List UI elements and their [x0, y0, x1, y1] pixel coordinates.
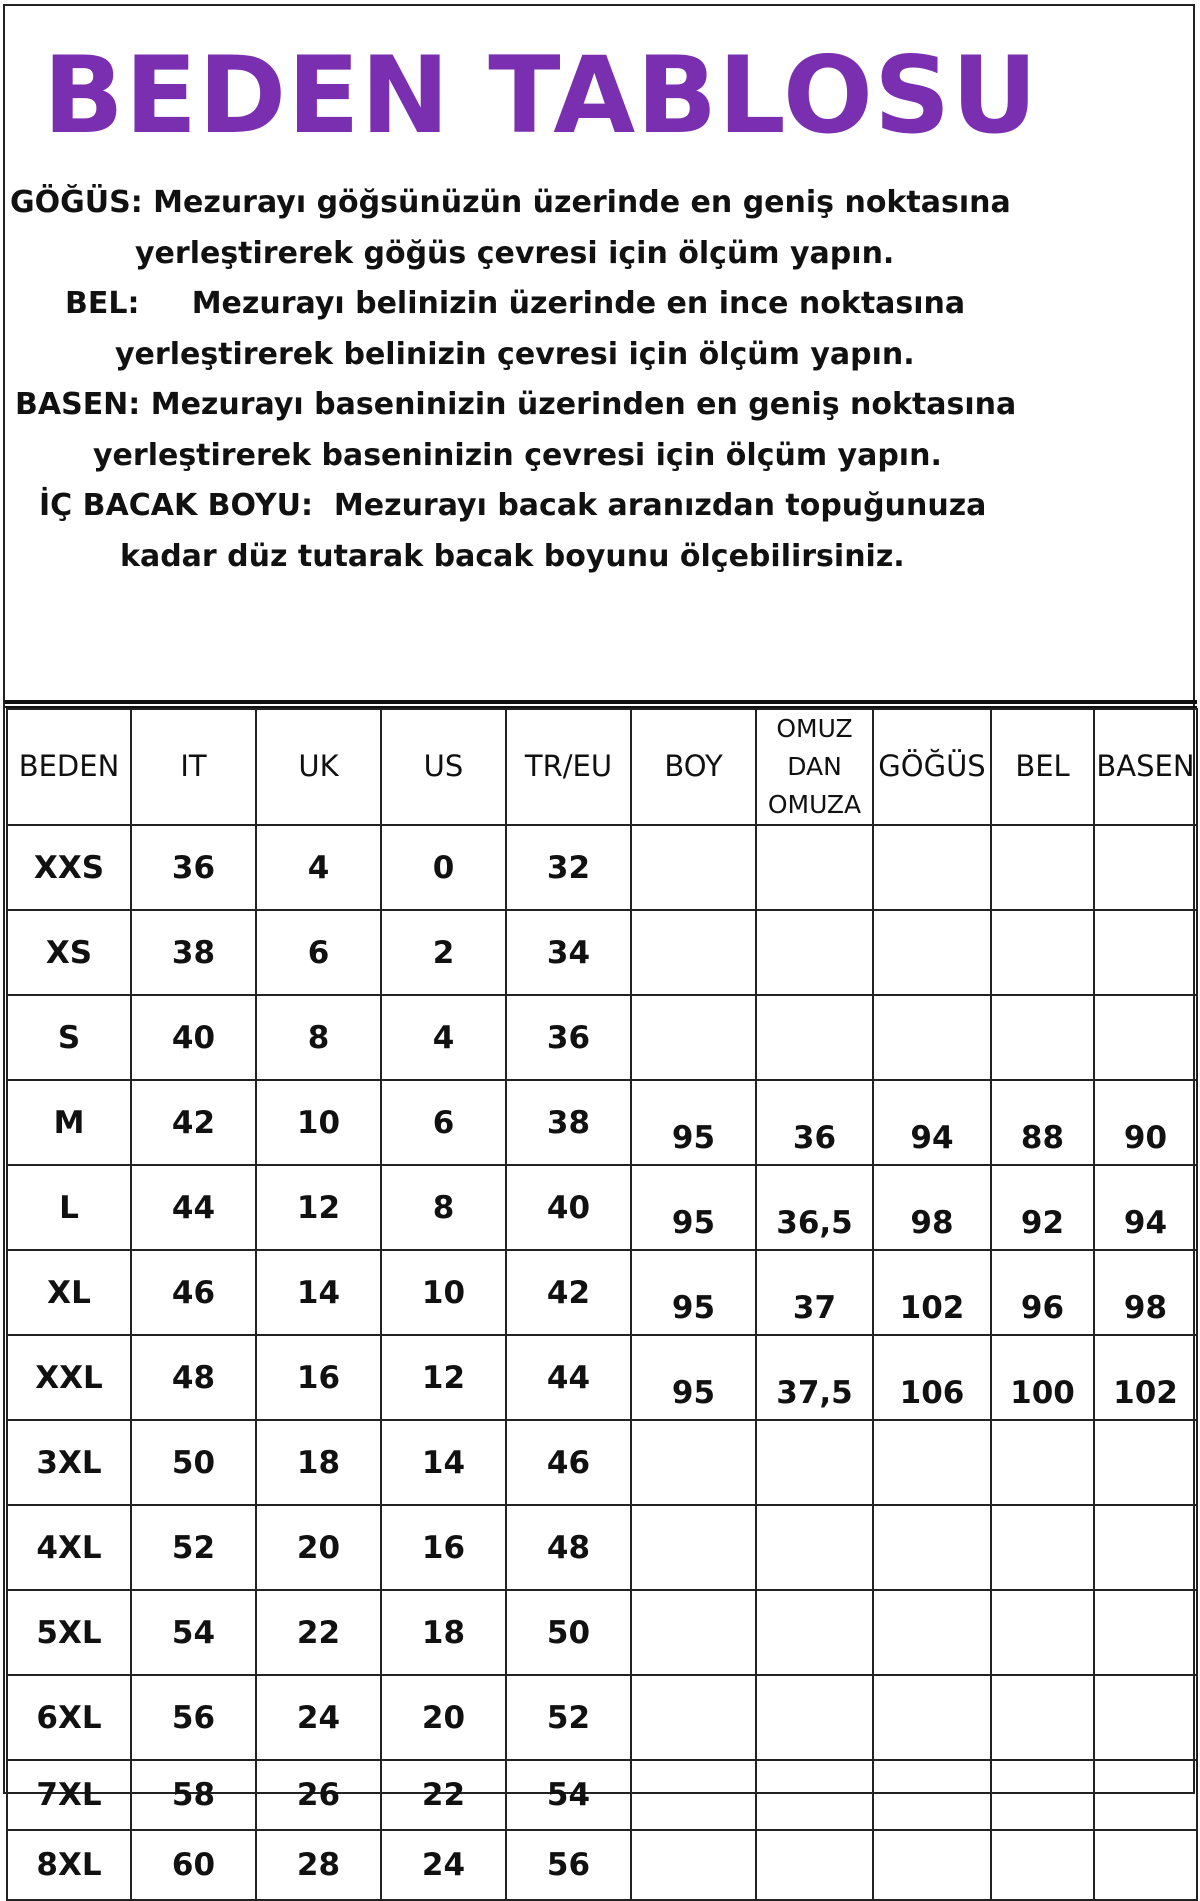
cell-tr-eu: 46 [506, 1420, 631, 1505]
cell-tr-eu: 40 [506, 1165, 631, 1250]
cell-tr-eu: 36 [506, 995, 631, 1080]
cell-omuz-dan-omuza: 37 [756, 1250, 873, 1335]
table-header-row [7, 709, 1197, 825]
cell-uk: 18 [256, 1420, 381, 1505]
cell-tr-eu: 52 [506, 1675, 631, 1760]
header-us: US [381, 709, 506, 825]
cell-tr-eu: 56 [506, 1830, 631, 1900]
cell-it: 50 [131, 1420, 256, 1505]
header-tr-eu: TR/EU [506, 709, 631, 825]
cell-gogus [873, 995, 991, 1080]
cell-basen [1094, 1830, 1197, 1900]
cell-us: 24 [381, 1830, 506, 1900]
cell-gogus [873, 1830, 991, 1900]
header-beden: BEDEN [7, 709, 131, 825]
instruction-line: kadar düz tutarak bacak boyunu ölçebilirsiniz. [120, 538, 905, 574]
cell-uk: 28 [256, 1830, 381, 1900]
cell-uk: 10 [256, 1080, 381, 1165]
cell-beden: M [7, 1080, 131, 1165]
cell-boy [631, 1420, 756, 1505]
cell-gogus: 106 [873, 1335, 991, 1420]
cell-beden: XL [7, 1250, 131, 1335]
cell-gogus [873, 1675, 991, 1760]
cell-tr-eu: 42 [506, 1250, 631, 1335]
table-row [7, 910, 1197, 995]
cell-boy [631, 1830, 756, 1900]
cell-beden: 8XL [7, 1830, 131, 1900]
cell-us: 14 [381, 1420, 506, 1505]
cell-us: 12 [381, 1335, 506, 1420]
table-row [7, 1675, 1197, 1760]
size-chart-sheet [3, 4, 1195, 1883]
cell-omuz-dan-omuza [756, 1420, 873, 1505]
cell-beden: XXL [7, 1335, 131, 1420]
table-row [7, 1080, 1197, 1165]
cell-us: 22 [381, 1760, 506, 1830]
cell-beden: 4XL [7, 1505, 131, 1590]
cell-boy: 95 [631, 1080, 756, 1165]
cell-basen: 94 [1094, 1165, 1197, 1250]
cell-it: 54 [131, 1590, 256, 1675]
cell-bel [991, 995, 1094, 1080]
cell-uk: 8 [256, 995, 381, 1080]
cell-tr-eu: 54 [506, 1760, 631, 1830]
cell-bel [991, 1675, 1094, 1760]
cell-us: 16 [381, 1505, 506, 1590]
cell-it: 58 [131, 1760, 256, 1830]
cell-omuz-dan-omuza: 36 [756, 1080, 873, 1165]
cell-basen [1094, 1505, 1197, 1590]
cell-bel: 92 [991, 1165, 1094, 1250]
cell-beden: XS [7, 910, 131, 995]
cell-beden: 6XL [7, 1675, 131, 1760]
header-basen: BASEN [1094, 709, 1197, 825]
cell-bel [991, 1505, 1094, 1590]
instruction-line: GÖĞÜS: Mezurayı göğsünüzün üzerinde en geniş noktasına [10, 185, 1011, 220]
cell-it: 48 [131, 1335, 256, 1420]
cell-boy [631, 910, 756, 995]
cell-bel [991, 1590, 1094, 1675]
cell-uk: 4 [256, 825, 381, 910]
cell-it: 44 [131, 1165, 256, 1250]
size-table [6, 708, 1198, 1901]
cell-basen [1094, 1590, 1197, 1675]
section-divider [5, 700, 1197, 704]
cell-uk: 24 [256, 1675, 381, 1760]
cell-boy [631, 1675, 756, 1760]
table-row [7, 1590, 1197, 1675]
cell-gogus [873, 1505, 991, 1590]
cell-basen [1094, 1420, 1197, 1505]
table-row [7, 1760, 1197, 1830]
table-body [7, 825, 1197, 1900]
header-omuz-line: OMUZA [767, 790, 862, 819]
cell-bel [991, 825, 1094, 910]
cell-beden: L [7, 1165, 131, 1250]
cell-gogus [873, 1760, 991, 1830]
cell-boy [631, 825, 756, 910]
cell-omuz-dan-omuza [756, 1590, 873, 1675]
cell-beden: S [7, 995, 131, 1080]
cell-basen [1094, 825, 1197, 910]
cell-us: 6 [381, 1080, 506, 1165]
cell-bel: 100 [991, 1335, 1094, 1420]
cell-it: 56 [131, 1675, 256, 1760]
cell-gogus: 102 [873, 1250, 991, 1335]
header-omuz-line: DAN [787, 752, 842, 781]
cell-tr-eu: 34 [506, 910, 631, 995]
cell-basen: 90 [1094, 1080, 1197, 1165]
cell-bel [991, 1760, 1094, 1830]
cell-gogus [873, 910, 991, 995]
cell-gogus: 98 [873, 1165, 991, 1250]
cell-uk: 12 [256, 1165, 381, 1250]
cell-boy: 95 [631, 1165, 756, 1250]
cell-beden: XXS [7, 825, 131, 910]
table-row [7, 995, 1197, 1080]
cell-bel: 88 [991, 1080, 1094, 1165]
cell-it: 42 [131, 1080, 256, 1165]
table-row [7, 1335, 1197, 1420]
header-omuz-dan-omuza [756, 709, 873, 825]
cell-us: 8 [381, 1165, 506, 1250]
header-bel: BEL [991, 709, 1094, 825]
cell-tr-eu: 50 [506, 1590, 631, 1675]
cell-us: 10 [381, 1250, 506, 1335]
cell-omuz-dan-omuza [756, 910, 873, 995]
instruction-line: yerleştirerek baseninizin çevresi için ölçüm yapın. [93, 437, 942, 473]
cell-bel [991, 1830, 1094, 1900]
cell-basen: 102 [1094, 1335, 1197, 1420]
cell-basen [1094, 1675, 1197, 1760]
cell-us: 2 [381, 910, 506, 995]
cell-uk: 22 [256, 1590, 381, 1675]
instruction-line: BASEN: Mezurayı baseninizin üzerinden en geniş noktasına [15, 387, 1017, 422]
cell-boy [631, 1760, 756, 1830]
cell-bel [991, 1420, 1094, 1505]
cell-us: 4 [381, 995, 506, 1080]
cell-boy [631, 1505, 756, 1590]
instruction-line: yerleştirerek göğüs çevresi için ölçüm yapın. [135, 235, 895, 271]
header-boy: BOY [631, 709, 756, 825]
cell-tr-eu: 38 [506, 1080, 631, 1165]
cell-gogus [873, 1420, 991, 1505]
cell-omuz-dan-omuza [756, 1830, 873, 1900]
cell-gogus [873, 825, 991, 910]
cell-tr-eu: 32 [506, 825, 631, 910]
cell-boy: 95 [631, 1250, 756, 1335]
table-row [7, 1420, 1197, 1505]
cell-omuz-dan-omuza: 36,5 [756, 1165, 873, 1250]
table-row [7, 1250, 1197, 1335]
cell-basen [1094, 995, 1197, 1080]
header-omuz-line: OMUZ [776, 714, 853, 743]
measurement-instructions [5, 178, 1017, 582]
cell-gogus: 94 [873, 1080, 991, 1165]
header-uk: UK [256, 709, 381, 825]
cell-uk: 26 [256, 1760, 381, 1830]
cell-uk: 14 [256, 1250, 381, 1335]
cell-basen: 98 [1094, 1250, 1197, 1335]
instruction-line: BEL: Mezurayı belinizin üzerinde en ince noktasına [65, 286, 966, 321]
cell-beden: 3XL [7, 1420, 131, 1505]
table-row [7, 1165, 1197, 1250]
cell-it: 46 [131, 1250, 256, 1335]
cell-us: 18 [381, 1590, 506, 1675]
cell-it: 38 [131, 910, 256, 995]
cell-it: 60 [131, 1830, 256, 1900]
cell-uk: 6 [256, 910, 381, 995]
table-row [7, 1830, 1197, 1900]
cell-bel [991, 910, 1094, 995]
cell-omuz-dan-omuza [756, 825, 873, 910]
cell-it: 40 [131, 995, 256, 1080]
cell-omuz-dan-omuza [756, 1505, 873, 1590]
cell-us: 0 [381, 825, 506, 910]
cell-it: 52 [131, 1505, 256, 1590]
cell-omuz-dan-omuza [756, 1760, 873, 1830]
cell-tr-eu: 44 [506, 1335, 631, 1420]
cell-beden: 7XL [7, 1760, 131, 1830]
cell-it: 36 [131, 825, 256, 910]
cell-basen [1094, 910, 1197, 995]
instruction-line: yerleştirerek belinizin çevresi için ölçüm yapın. [115, 336, 915, 372]
cell-gogus [873, 1590, 991, 1675]
cell-omuz-dan-omuza: 37,5 [756, 1335, 873, 1420]
cell-us: 20 [381, 1675, 506, 1760]
cell-basen [1094, 1760, 1197, 1830]
instruction-line: İÇ BACAK BOYU: Mezurayı bacak aranızdan topuğunuza [39, 488, 987, 523]
cell-omuz-dan-omuza [756, 995, 873, 1080]
cell-boy: 95 [631, 1335, 756, 1420]
header-gogus: GÖĞÜS [873, 709, 991, 825]
cell-tr-eu: 48 [506, 1505, 631, 1590]
page-title: BEDEN TABLOSU [43, 34, 1039, 157]
header-it: IT [131, 709, 256, 825]
cell-boy [631, 995, 756, 1080]
cell-beden: 5XL [7, 1590, 131, 1675]
cell-bel: 96 [991, 1250, 1094, 1335]
table-row [7, 825, 1197, 910]
cell-omuz-dan-omuza [756, 1675, 873, 1760]
cell-uk: 20 [256, 1505, 381, 1590]
cell-uk: 16 [256, 1335, 381, 1420]
table-row [7, 1505, 1197, 1590]
cell-boy [631, 1590, 756, 1675]
